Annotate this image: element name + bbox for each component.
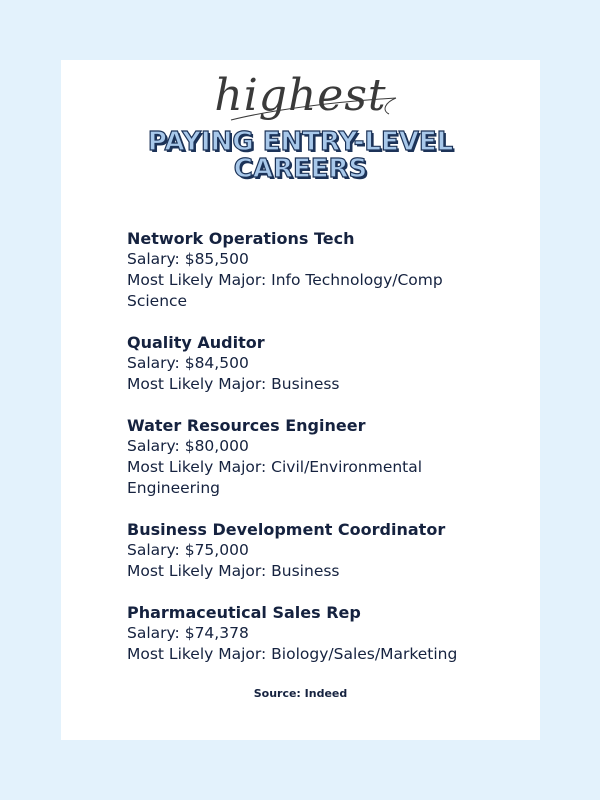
career-major: Most Likely Major: Civil/Environmental Engineering xyxy=(127,458,423,497)
career-item xyxy=(127,332,507,395)
career-title: Water Resources Engineer xyxy=(127,416,366,435)
career-item xyxy=(127,602,507,665)
career-major: Most Likely Major: Business xyxy=(127,562,340,580)
page-title-line-2: CAREERS xyxy=(233,154,368,184)
career-title: Business Development Coordinator xyxy=(127,520,446,539)
career-title: Network Operations Tech xyxy=(127,229,355,248)
career-major: Most Likely Major: Info Technology/Comp Science xyxy=(127,271,443,310)
career-salary: Salary: $75,000 xyxy=(127,541,249,559)
page-title xyxy=(61,129,540,183)
script-heading-word: highest xyxy=(214,70,387,121)
page-title-line-1: PAYING ENTRY-LEVEL xyxy=(147,127,454,157)
career-salary: Salary: $80,000 xyxy=(127,437,249,455)
career-major: Most Likely Major: Biology/Sales/Marketing xyxy=(127,645,458,663)
career-title: Quality Auditor xyxy=(127,333,265,352)
career-item xyxy=(127,228,507,312)
career-salary: Salary: $84,500 xyxy=(127,354,249,372)
career-salary: Salary: $74,378 xyxy=(127,624,249,642)
career-title: Pharmaceutical Sales Rep xyxy=(127,603,361,622)
career-salary: Salary: $85,500 xyxy=(127,250,249,268)
career-list xyxy=(127,228,507,685)
content-card xyxy=(61,60,540,740)
career-item xyxy=(127,415,507,499)
career-item xyxy=(127,519,507,582)
career-major: Most Likely Major: Business xyxy=(127,375,340,393)
source-credit: Source: Indeed xyxy=(253,687,348,700)
